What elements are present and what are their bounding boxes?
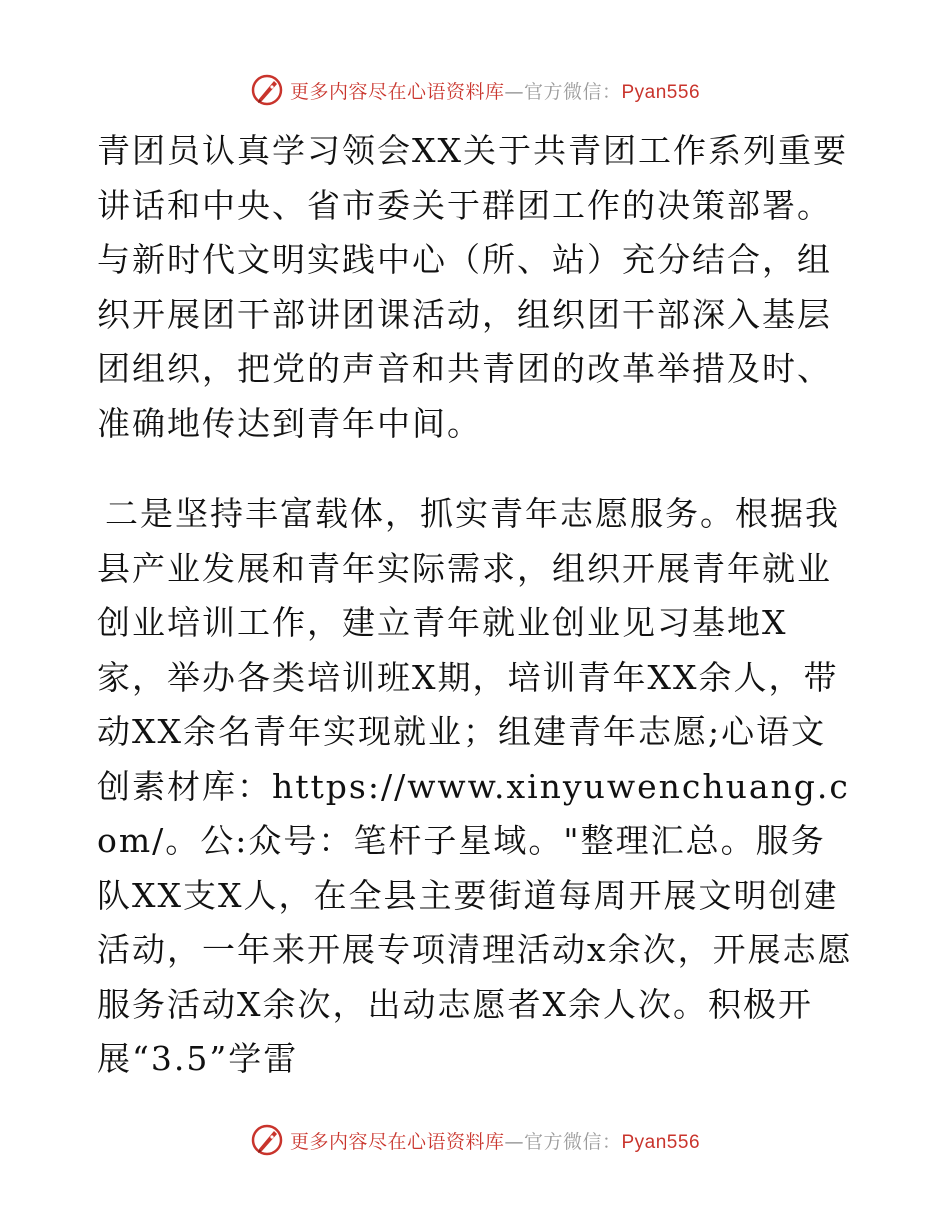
banner-dash: — [504, 1130, 524, 1153]
footer-banner-text [290, 1127, 700, 1154]
quill-pen-logo-icon [250, 73, 284, 107]
paragraph-1: 青团员认真学习领会XX关于共青团工作系列重要讲话和中央、省市委关于群团工作的决策部署。与新时代文明实践中心（所、站）充分结合，组织开展团干部讲团课活动，组织团干部深入基层团组织，把党的声音和共青团的改革举措及时、准确地传达到青年中间。 [97, 131, 848, 443]
banner-wechat-id: Pyan556 [621, 81, 701, 103]
banner-main: 更多内容尽在心语资料库 [289, 80, 505, 103]
header-banner [0, 70, 950, 110]
paragraph-2: 二是坚持丰富载体，抓实青年志愿服务。根据我县产业发展和青年实际需求，组织开展青年就业创业培训工作，建立青年就业创业见习基地X家，举办各类培训班X期，培训青年XX余人，带动XX余名青年实现就业；组建青年志愿;心语文创素材库：https://www.xinyuwenchuang.com/。公:众号：笔杆子星域。"整理汇总。服务队XX支X人，在全县主要街道每周开展文明创建活动，一年来开展专项清理活动x余次，开展志愿服务活动X余次，出动志愿者X余人次。积极开展“3.5”学雷 [97, 494, 853, 1078]
banner-wechat-id: Pyan556 [621, 1131, 701, 1153]
document-body [97, 124, 857, 1087]
quill-pen-logo-icon [250, 1123, 284, 1157]
footer-banner [0, 1120, 950, 1160]
banner-official: 官方微信： [523, 80, 622, 103]
banner-official: 官方微信： [523, 1130, 622, 1153]
banner-main: 更多内容尽在心语资料库 [289, 1130, 505, 1153]
header-banner-text [290, 77, 700, 104]
banner-dash: — [504, 80, 524, 103]
